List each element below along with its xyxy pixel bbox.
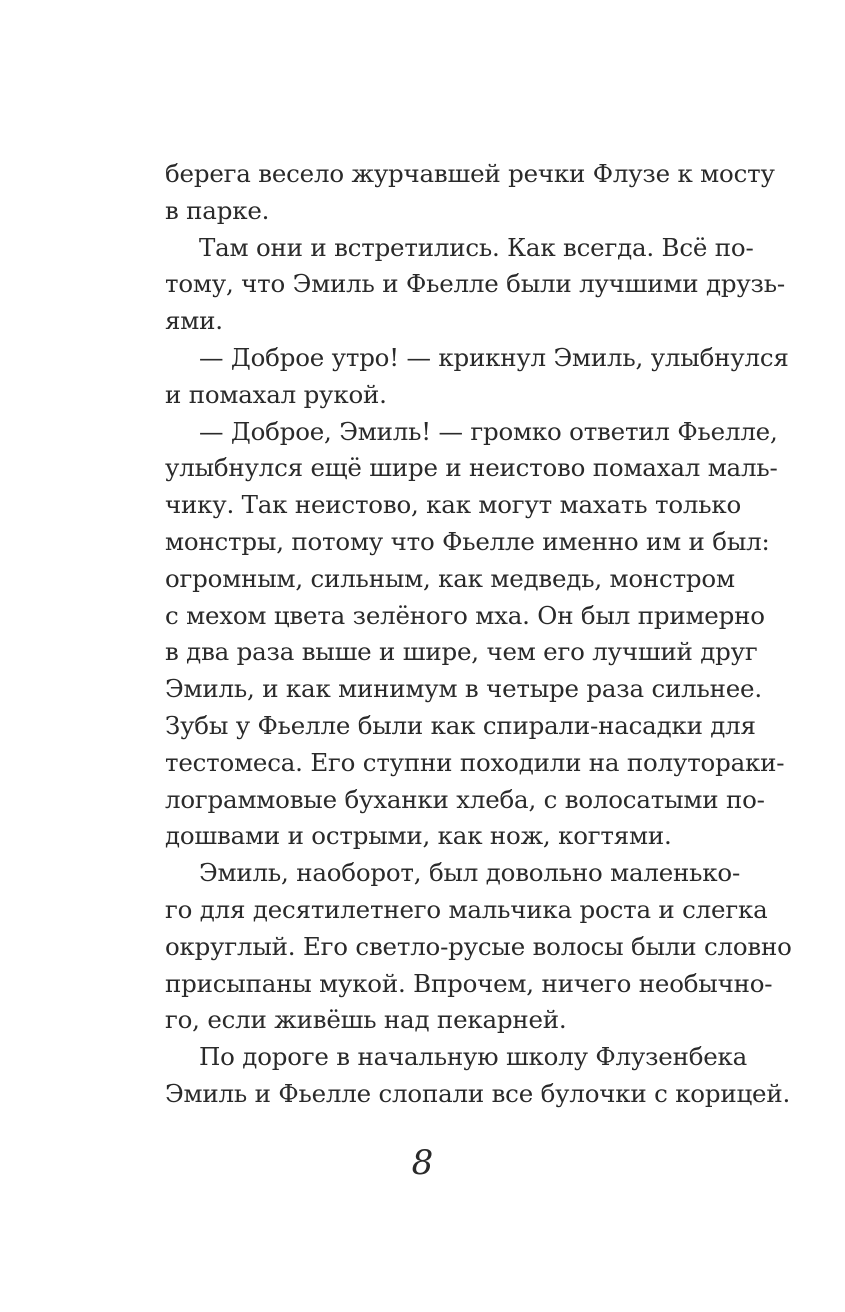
text-line: огромным, сильным, как медведь, монстром [165,563,735,593]
text-line: присыпаны мукой. Впрочем, ничего необычно- [165,968,773,998]
text-line: По дороге в начальную школу Флузенбека [199,1042,748,1072]
text-line: округлый. Его светло-русые волосы были словно [165,931,792,961]
text-line: тому, что Эмиль и Фьелле были лучшими друзь- [165,269,785,299]
text-line: го для десятилетнего мальчика роста и слегка [165,894,768,924]
text-line: лограммовые буханки хлеба, с волосатыми по- [165,784,765,814]
page-number: 8 [411,1143,434,1183]
text-line: с мехом цвета зелёного мха. Он был примерно [165,600,765,630]
text-line: — Доброе утро! — крикнул Эмиль, улыбнулся [199,342,789,372]
text-line: Эмиль, и как минимум в четыре раза сильнее. [165,674,762,704]
text-line: Зубы у Фьелле были как спирали-насадки для [165,710,756,740]
text-line: Эмиль, наоборот, был довольно маленько- [199,858,741,888]
text-line: в парке. [165,195,270,225]
text-line: Эмиль и Фьелле слопали все булочки с корицей. [165,1078,791,1108]
text-line: тестомеса. Его ступни походили на полутораки- [165,747,785,777]
text-line: Там они и встретились. Как всегда. Всё по- [199,232,754,262]
body-text [165,156,792,1113]
text-line: берега весело журчавшей речки Флузе к мосту [165,159,775,188]
text-line: и помахал рукой. [165,379,387,409]
text-line: дошвами и острыми, как нож, когтями. [165,821,672,851]
text-line: в два раза выше и шире, чем его лучший друг [165,637,758,667]
text-line: улыбнулся ещё шире и неистово помахал маль- [165,453,778,483]
text-line: ями. [165,306,223,336]
text-line: монстры, потому что Фьелле именно им и был: [165,526,770,556]
text-line: — Доброе, Эмиль! — громко ответил Фьелле, [199,416,778,446]
text-line: го, если живёшь над пекарней. [165,1005,567,1035]
text-line: чику. Так неистово, как могут махать только [165,490,742,520]
